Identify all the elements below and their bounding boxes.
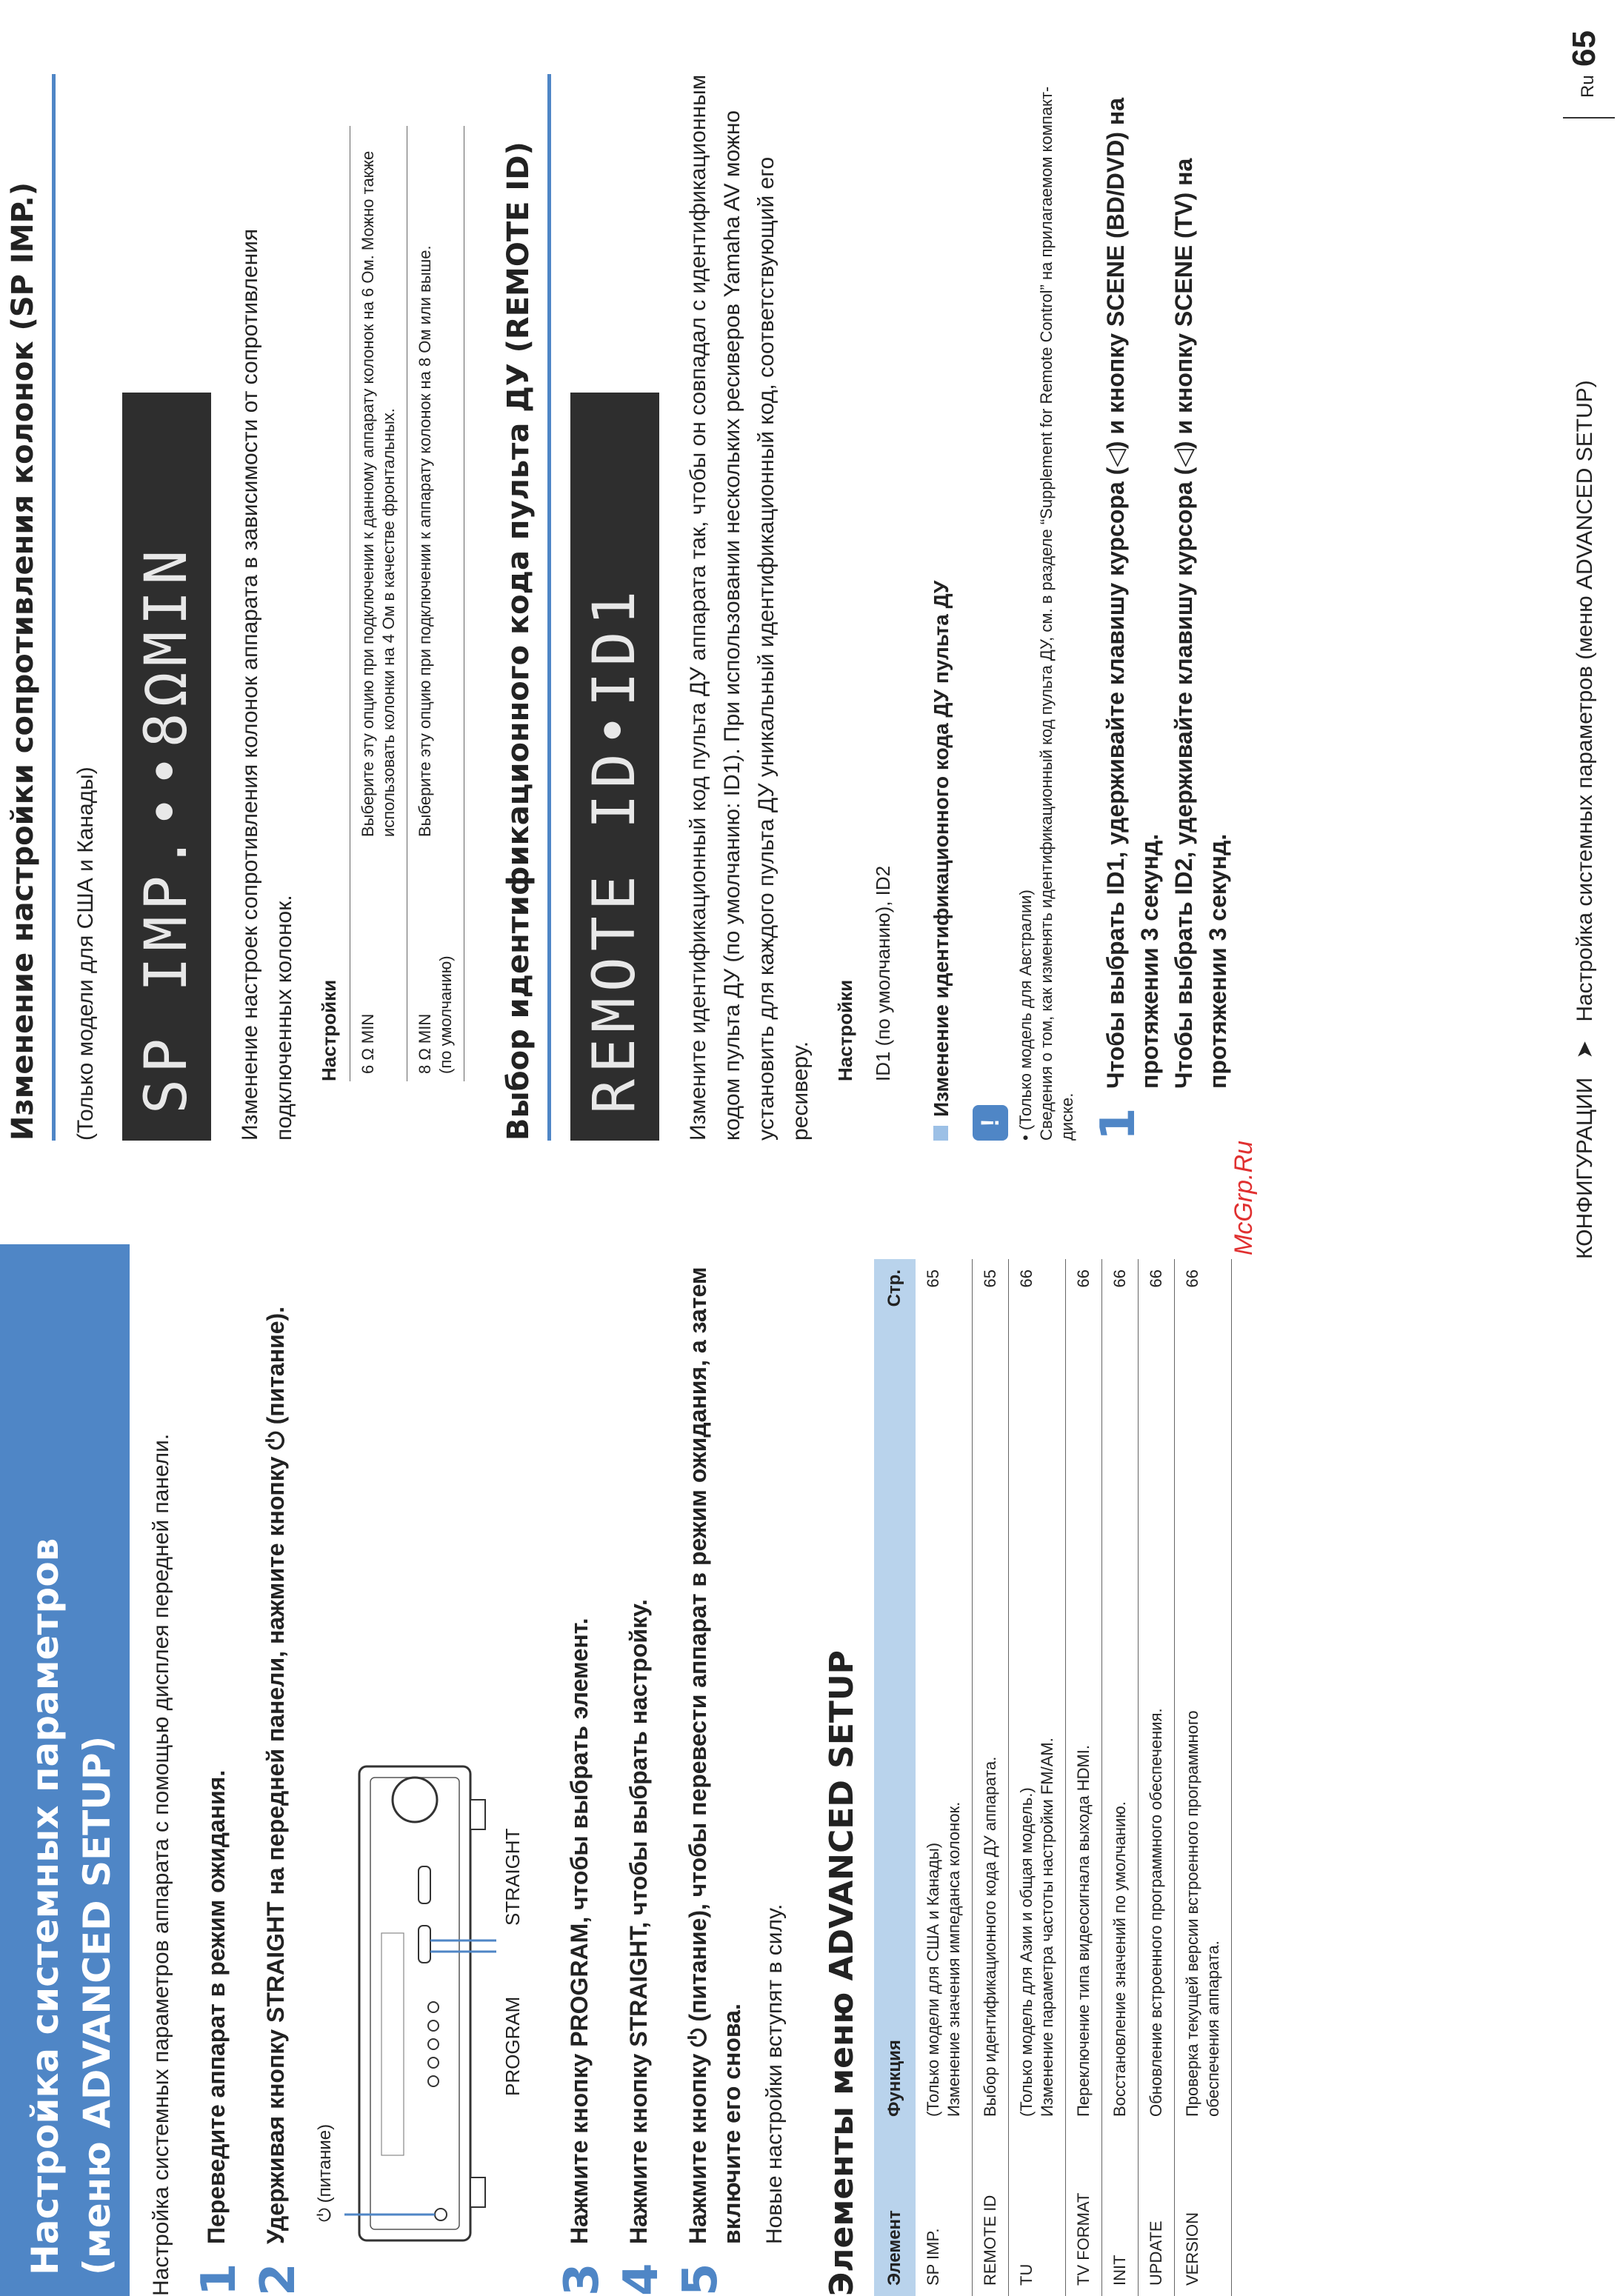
row-page: 65 [973, 1259, 1009, 1339]
arrow-right-icon: ➤ [1573, 1040, 1597, 1059]
row-function: Переключение типа видеосигнала выхода HDMI. [1066, 1339, 1102, 2127]
setting-description: Выберите эту опцию при подключении к данному аппарату колонок на 6 Ом. Можно также использовать колонки на 4 Ом в качестве фронтальных. [350, 126, 407, 844]
row-function: (Только модели для США и Канады) Изменение значения импеданса колонок. [916, 1339, 973, 2127]
footer [1563, 0, 1620, 2296]
sp-imp-description: Изменение настроек сопротивления колонок аппарата в зависимости от сопротивления подключенных колонок. [238, 228, 296, 1141]
table-row [350, 126, 407, 1081]
table-row [1009, 1259, 1066, 2296]
step-number: 1 [192, 2263, 247, 2296]
row-element: TV FORMAT [1066, 2127, 1102, 2296]
setting-value: 6 Ω MIN [350, 844, 407, 1081]
col-page: Стр. [874, 1259, 916, 1339]
step-text: Нажмите кнопку PROGRAM, чтобы выбрать элемент. [566, 1618, 593, 2244]
table-row [1139, 1259, 1175, 2296]
row-function: Восстановление значений по умолчанию. [1102, 1339, 1139, 2127]
table-row [973, 1259, 1009, 2296]
straight-label: STRAIGHT [501, 1828, 524, 1926]
step-number: 1 [1091, 1107, 1146, 1141]
row-page: 66 [1139, 1259, 1175, 1339]
advanced-setup-table [874, 1259, 1232, 2296]
step-2 [251, 1244, 306, 2296]
step-text: Нажмите кнопку STRAIGHT, чтобы выбрать настройку. [625, 1599, 652, 2244]
title-line-1: Настройка системных параметров [24, 1538, 67, 2275]
row-page: 65 [916, 1259, 973, 1339]
table-row [916, 1259, 973, 2296]
step-text-id2: Чтобы выбрать ID2, удерживайте клавишу курсора (◁) и кнопку SCENE (TV) на протяжении 3 секунд. [1170, 158, 1231, 1089]
step-subtext: Новые настройки вступят в силу. [762, 1903, 787, 2244]
step-4 [614, 1244, 669, 2296]
row-page: 66 [1102, 1259, 1139, 1339]
footer-divider [1563, 117, 1615, 119]
row-function: Обновление встроенного программного обеспечения. [1139, 1339, 1175, 2127]
step-number: 4 [614, 2263, 669, 2296]
table-row [407, 126, 464, 1081]
remote-id-display: REMOTE ID•ID1 [570, 393, 659, 1141]
step-text: Удерживая кнопку STRAIGHT на передней панели, нажмите кнопку ⏻ (питание). [262, 1306, 289, 2244]
remote-step-1 [1091, 74, 1235, 1141]
step-number: 2 [251, 2263, 306, 2296]
setting-description: Выберите эту опцию при подключении к аппарату колонок на 8 Ом или выше. [407, 126, 464, 844]
row-element: REMOTE ID [973, 2127, 1009, 2296]
square-bullet-icon [933, 1126, 948, 1141]
sp-settings-heading: Настройки [318, 979, 340, 1081]
intro-text: Настройка системных параметров аппарата с помощью дисплея передней панели. [149, 1433, 173, 2296]
front-panel-diagram [307, 1726, 537, 2244]
row-element: VERSION [1175, 2127, 1232, 2296]
row-element: INIT [1102, 2127, 1139, 2296]
sp-settings-table [350, 126, 464, 1081]
step-number: 5 [673, 2263, 728, 2296]
right-column [0, 74, 1533, 1141]
row-element: UPDATE [1139, 2127, 1175, 2296]
step-3 [555, 1244, 610, 2296]
remote-id-description: Измените идентификационный код пульта ДУ аппарата так, чтобы он совпадал с идентификационным кодом пульта ДУ (по умолчанию: ID1). При использовании нескольких ресиверов Yamaha AV можно установить для каждого пульта ДУ уникальный идентификационный код, соответствующий его ресиверу. [686, 74, 813, 1141]
row-function: Проверка текущей версии встроенного программного обеспечения аппарата. [1175, 1339, 1232, 2127]
row-page: 66 [1066, 1259, 1102, 1339]
row-element: TU [1009, 2127, 1066, 2296]
language-code: Ru [1578, 75, 1598, 98]
step-number: 3 [555, 2263, 610, 2296]
table-header-row [874, 1259, 916, 2296]
step-text-id1: Чтобы выбрать ID1, удерживайте клавишу курсора (◁) и кнопку SCENE (BD/DVD) на протяжении 3 секунд. [1102, 97, 1163, 1089]
step-5 [673, 1244, 787, 2296]
left-column [0, 1244, 1533, 2296]
row-page: 66 [1009, 1259, 1066, 1339]
row-function: Выбор идентификационного кода ДУ аппарата. [973, 1339, 1009, 2127]
breadcrumb-section: КОНФИГУРАЦИИ [1573, 1077, 1597, 1259]
breadcrumb-page: Настройка системных параметров (меню ADVANCED SETUP) [1573, 380, 1597, 1022]
program-label: PROGRAM [501, 1996, 524, 2096]
page-number: 65 [1566, 30, 1602, 67]
rid-settings-value: ID1 (по умолчанию), ID2 [872, 865, 894, 1081]
warning-icon: ! [973, 1105, 1008, 1141]
step-text: Переведите аппарат в режим ожидания. [203, 1769, 230, 2244]
row-function: (Только модель для Азии и общая модель.) Изменение параметра частоты настройки FM/AM. [1009, 1339, 1066, 2127]
receiver-illustration [337, 1726, 507, 2244]
page-title [0, 1244, 130, 2296]
breadcrumb [1572, 380, 1598, 1259]
col-element: Элемент [874, 2127, 916, 2296]
power-label: ⏻ (питание) [315, 2123, 335, 2222]
row-element: SP IMP. [916, 2127, 973, 2296]
table-row [1175, 1259, 1232, 2296]
remote-id-heading: Выбор идентификационного кода пульта ДУ (REMOTE ID) [501, 74, 551, 1141]
sp-imp-display: SP IMP.••8ΩMIN [122, 393, 211, 1141]
sp-imp-note: (Только модели для США и Канады) [73, 767, 98, 1141]
change-id-heading: Изменение идентификационного кода ДУ пульта ДУ [930, 74, 953, 1141]
title-line-2: (меню ADVANCED SETUP) [76, 1735, 119, 2275]
col-function: Функция [874, 1339, 916, 2127]
table-row [1102, 1259, 1139, 2296]
note-bullet: • (Только модель для Австралии) Сведения о том, как изменять идентификационный код пульта ДУ, см. в разделе “Supplement for Remote Control” на прилагаемом компакт-диске. [1016, 86, 1076, 1141]
watermark: McGrp.Ru [1230, 1141, 1258, 1255]
row-page: 66 [1175, 1259, 1232, 1339]
step-1 [192, 1244, 247, 2296]
menu-items-heading: Элементы меню ADVANCED SETUP [823, 1650, 861, 2296]
table-row [1066, 1259, 1102, 2296]
sp-imp-heading: Изменение настройки сопротивления колонок (SP IMP.) [6, 74, 56, 1141]
rid-settings-heading: Настройки [834, 979, 856, 1081]
setting-value: 8 Ω MIN (по умолчанию) [407, 844, 464, 1081]
step-text: Нажмите кнопку ⏻ (питание), чтобы перевести аппарат в режим ожидания, а затем включите его снова. [684, 1267, 745, 2244]
